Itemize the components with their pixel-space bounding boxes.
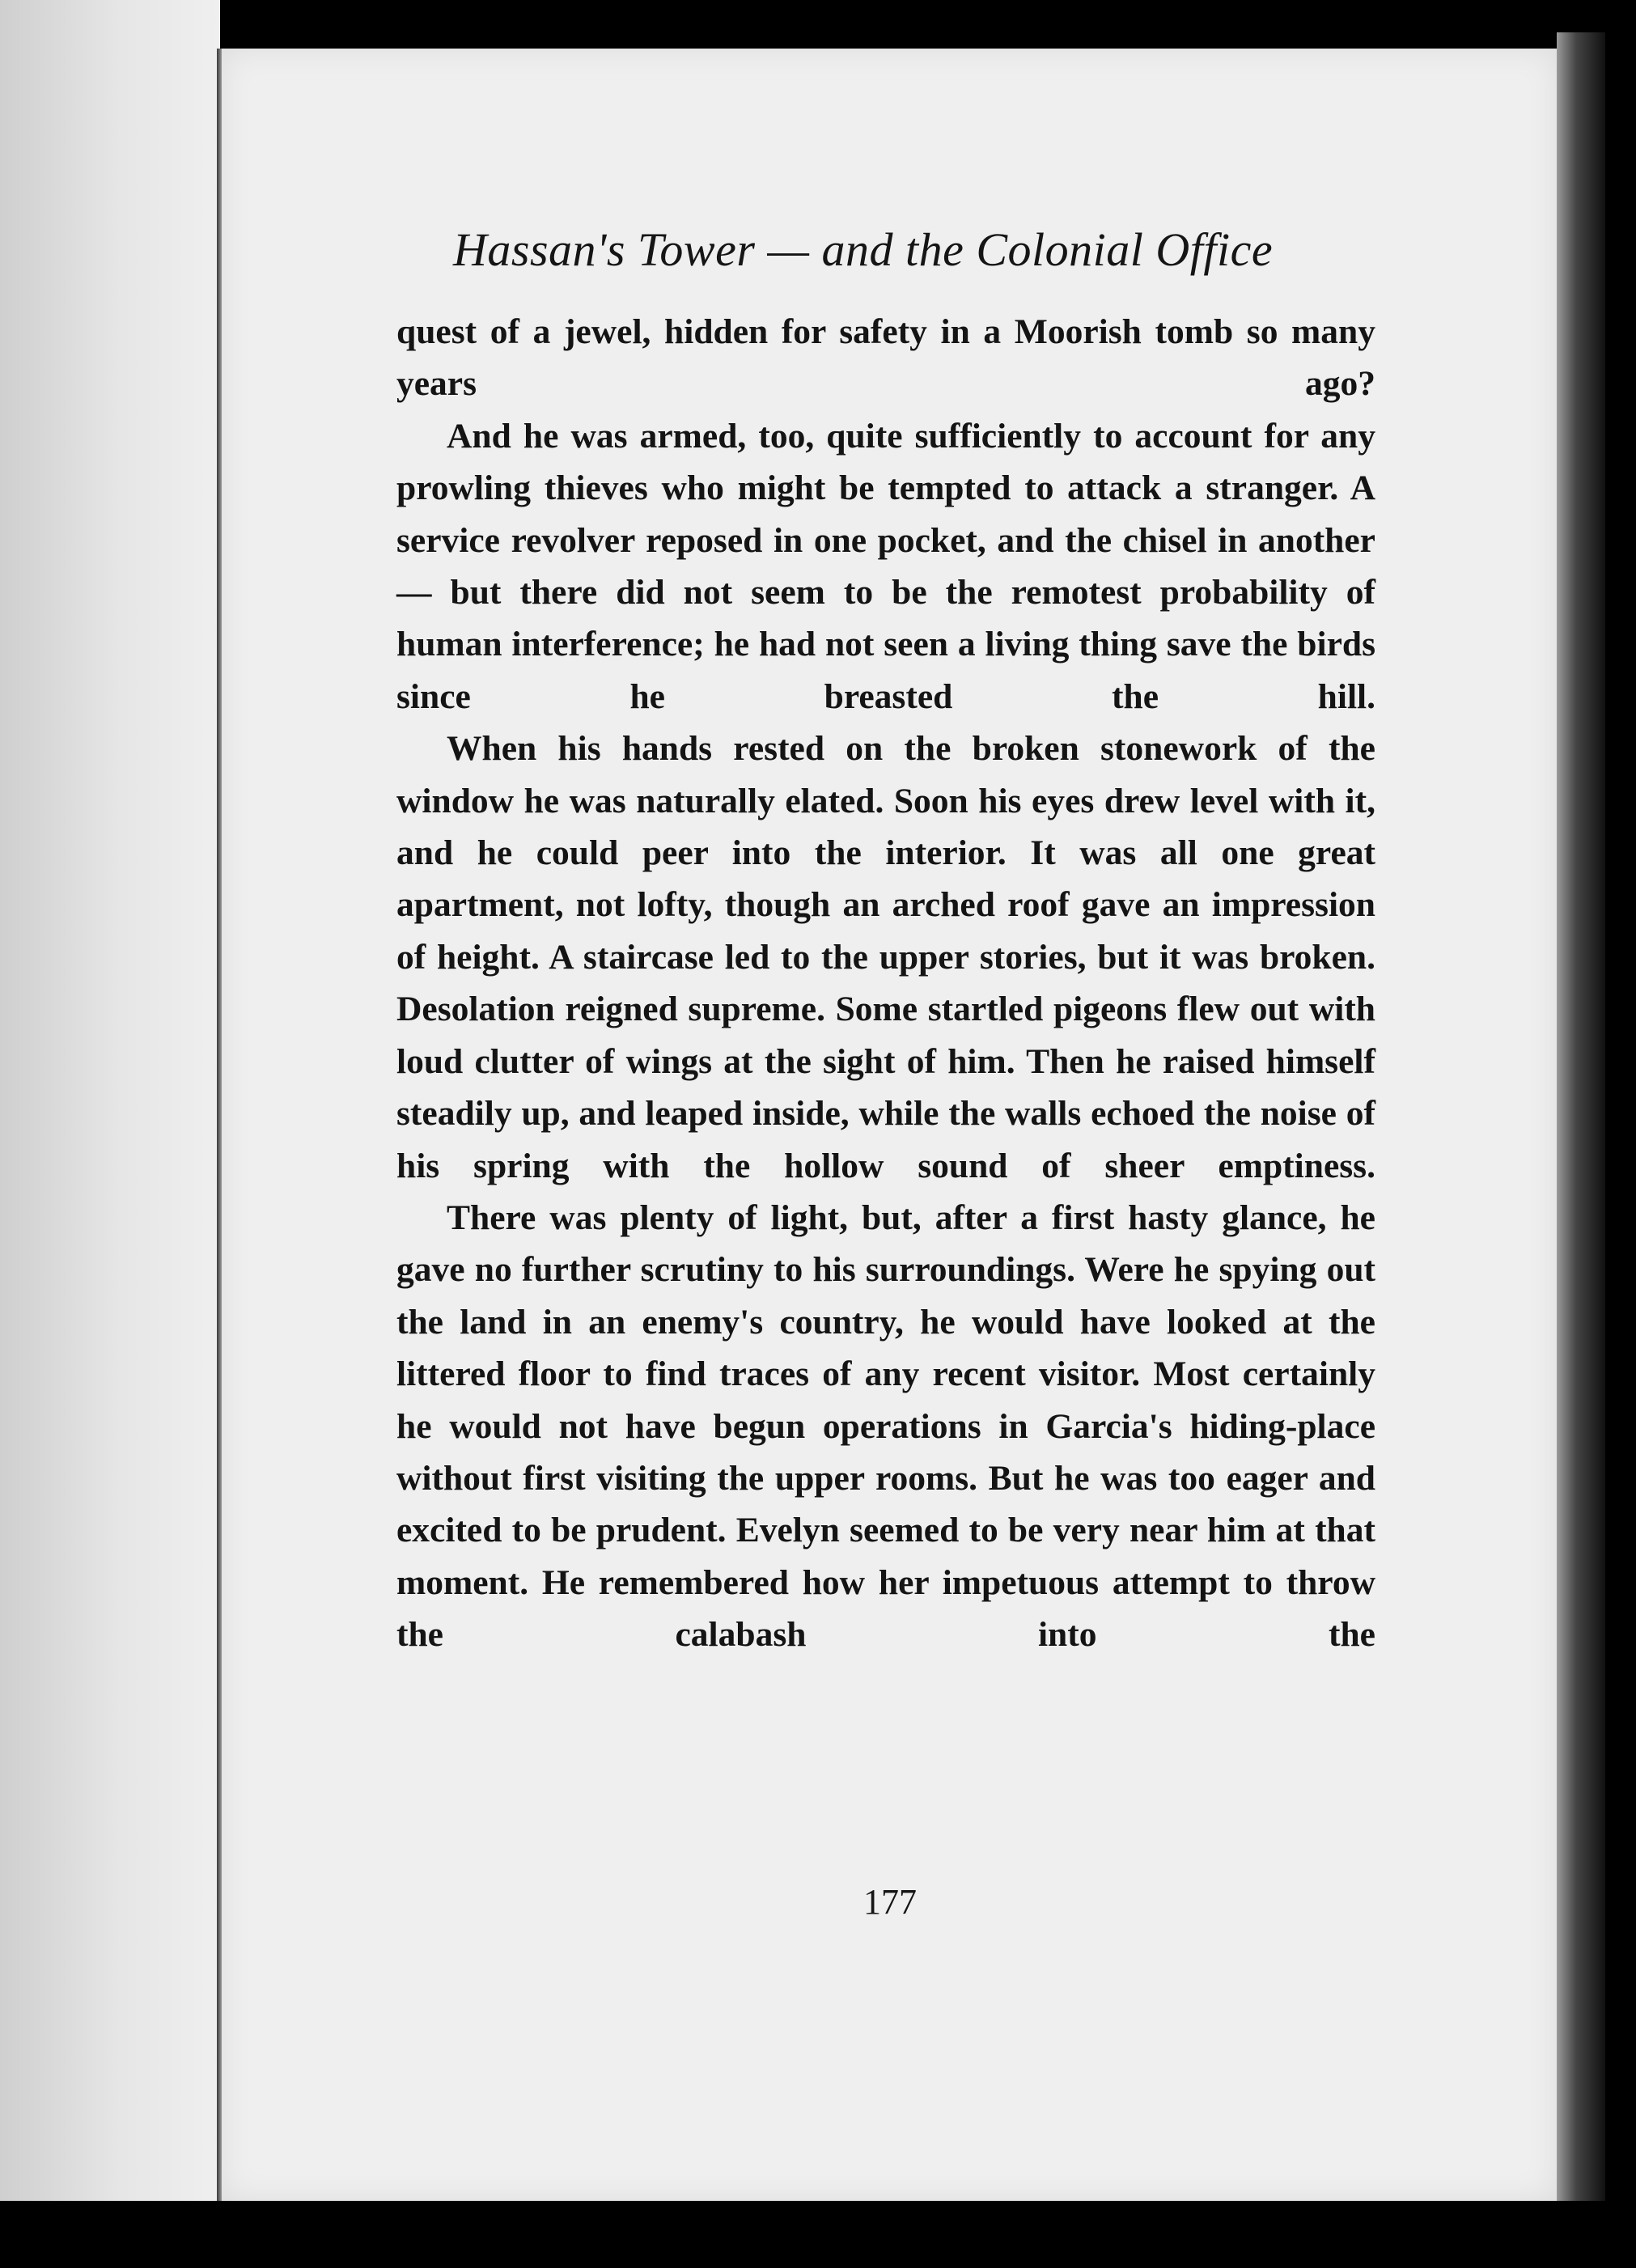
paragraph-1: quest of a jewel, hidden for safety in a Moorish tomb so many years ago? <box>396 312 1375 404</box>
paragraph-4: There was plenty of light, but, after a first hasty glance, he gave no further scrutiny to his surroundings. Were he spying out the land in an enemy's country, he would have looked at the littered floor to find traces of any recent visitor. Most certainly he would not have begun operations in Garcia's hiding-place without first visiting the upper rooms. But he was too eager and excited to be prudent. Evelyn seemed to be very near him at that moment. He remembered how her impetuous attempt to throw the calabash into the <box>396 1198 1375 1655</box>
page-number: 177 <box>863 1882 917 1922</box>
running-header: Hassan's Tower — and the Colonial Office <box>453 223 1274 276</box>
paragraph-2: And he was armed, too, quite sufficiently to account for any prowling thieves who might be tempted to attack a stranger. A service revolver reposed in one pocket, and the chisel in another — but there did not seem to be the remotest probability of human interference; he had not seen a living thing save the birds since he breasted the hill. <box>396 416 1375 716</box>
right-page-edge <box>1557 32 1605 2217</box>
body-text <box>396 306 1375 1661</box>
left-page-margin <box>0 0 220 2268</box>
scan-bottom-border <box>0 2201 1636 2268</box>
paragraph-3: When his hands rested on the broken stonework of the window he was naturally elated. Soon his eyes drew level with it, and he could peer into the interior. It was all one great apartment, not lofty, though an arched roof gave an impression of height. A staircase led to the upper stories, but it was broken. Desolation reigned supreme. Some startled pigeons flew out with loud clutter of wings at the sight of him. Then he raised himself steadily up, and leaped inside, while the walls echoed the noise of his spring with the hollow sound of sheer emptiness. <box>396 729 1375 1185</box>
